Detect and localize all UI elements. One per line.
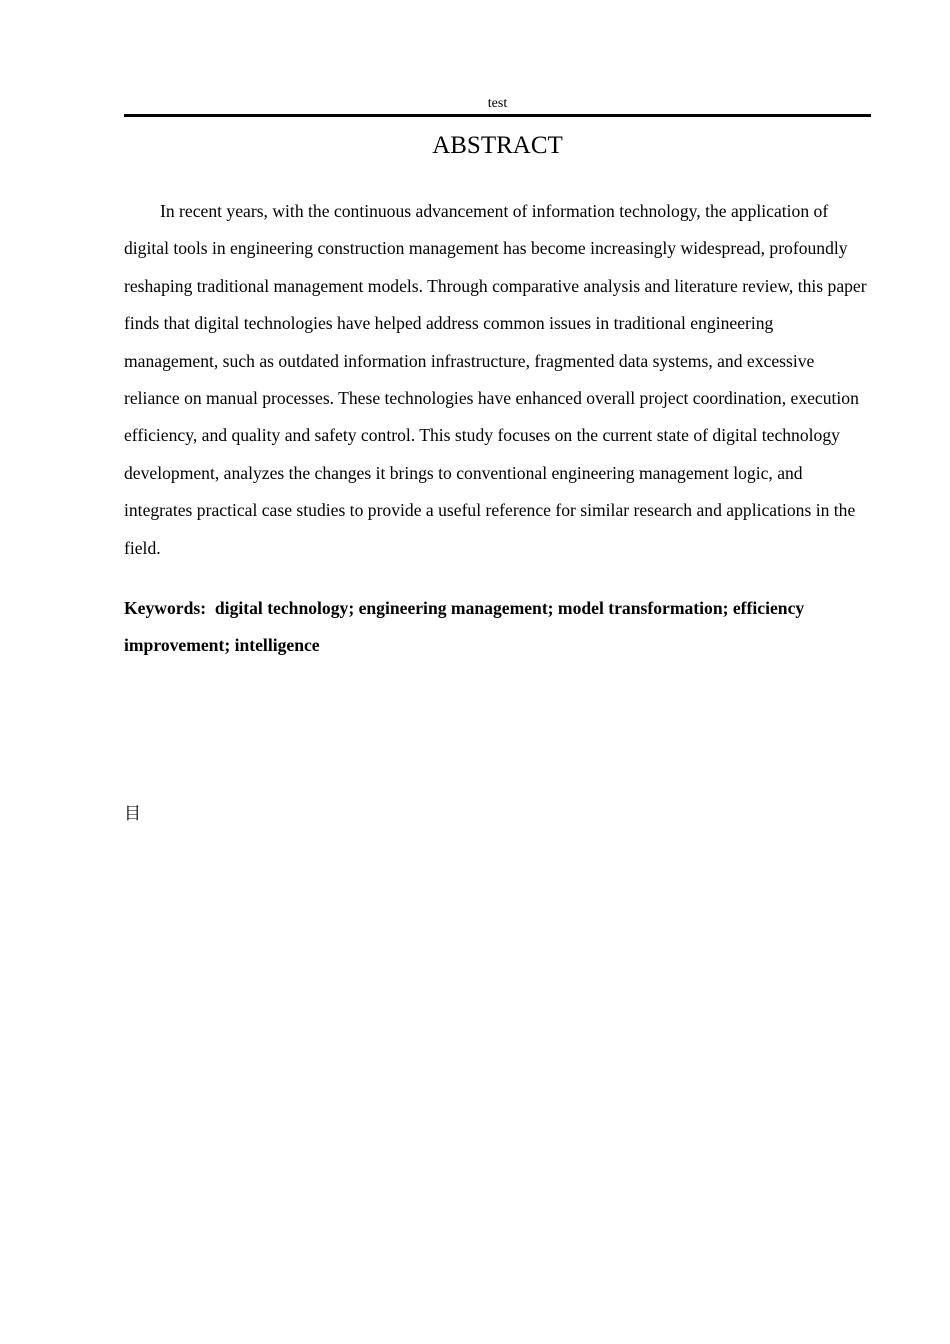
keywords-label: Keywords: [124,598,215,618]
keywords-text: digital technology; engineering management; model transformation; efficiency improvement; intelligence [124,598,805,656]
running-header: test [487,96,508,111]
header-rule [124,114,871,117]
keywords-paragraph [124,590,871,665]
abstract-body: In recent years, with the continuous advancement of information technology, the application of digital tools in engineering construction management has become increasingly widespread, profoundly reshaping traditional management models. Through comparative analysis and literature review, this paper finds that digital technologies have helped address common issues in traditional engineering management, such as outdated information infrastructure, fragmented data systems, and excessive reliance on manual processes. These technologies have enhanced overall project coordination, execution efficiency, and quality and safety control. This study focuses on the current state of digital technology development, analyzes the changes it brings to conventional engineering management logic, and integrates practical case studies to provide a useful reference for similar research and applications in the field. [124,201,867,558]
toc-heading-fragment: 目 [124,804,141,824]
abstract-title: ABSTRACT [432,132,563,159]
